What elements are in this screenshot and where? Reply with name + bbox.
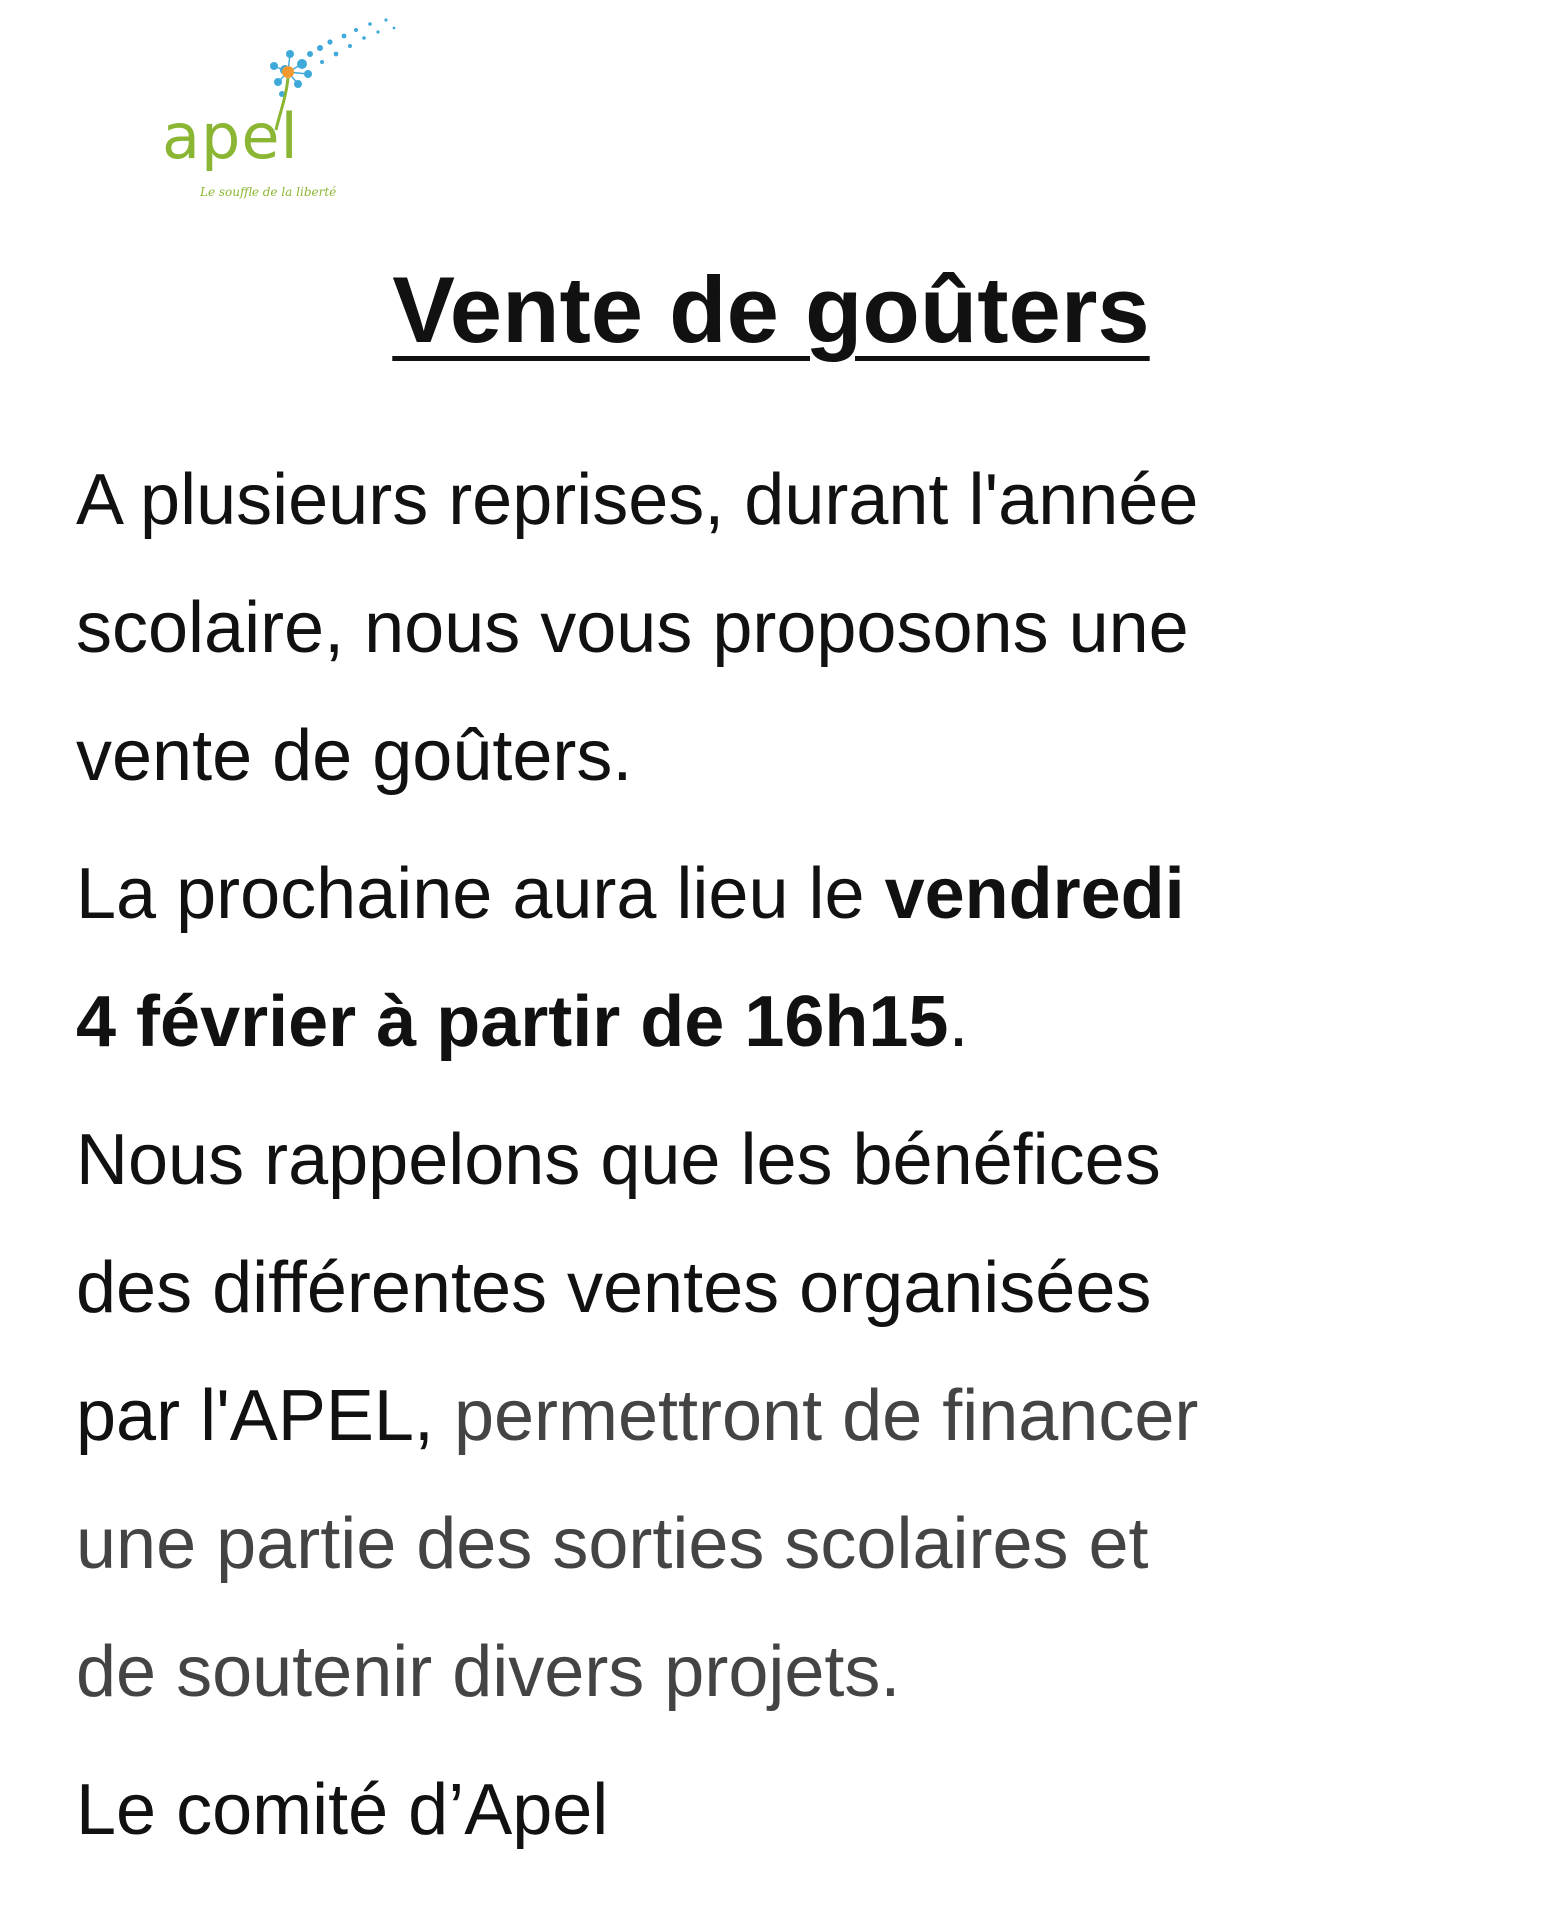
paragraph-next-sale (76, 830, 1496, 1086)
paragraph-line: scolaire, nous vous proposons une (76, 588, 1189, 668)
next-sale-text: La prochaine aura lieu le (76, 854, 885, 934)
paragraph-line (76, 1352, 1496, 1480)
paragraph-line: A plusieurs reprises, durant l'année (76, 460, 1199, 540)
paragraph-line (76, 830, 1496, 958)
page-title (0, 258, 1542, 361)
logo-tagline: Le souffle de la liberté (200, 185, 337, 199)
next-sale-day: vendredi (884, 854, 1185, 934)
benefits-purpose: permettront de financer (433, 1376, 1199, 1456)
next-sale-date-time: 4 février à partir de 16h15 (76, 982, 949, 1062)
paragraph-line: des différentes ventes organisées (76, 1248, 1152, 1328)
logo-wordmark: apel (162, 100, 299, 173)
signature (76, 1746, 1496, 1874)
signature-text: Le comité d’Apel (76, 1770, 609, 1850)
paragraph-intro (76, 436, 1496, 820)
paragraph-line: vente de goûters. (76, 716, 633, 796)
paragraph-line: de soutenir divers projets. (76, 1632, 901, 1712)
paragraph-line: Nous rappelons que les bénéfices (76, 1120, 1161, 1200)
paragraph-benefits (76, 1096, 1496, 1736)
paragraph-line (76, 958, 1496, 1086)
benefits-org: par l'APEL, (76, 1376, 434, 1456)
document-body (76, 436, 1496, 1884)
paragraph-line: une partie des sorties scolaires et (76, 1504, 1149, 1584)
page-title-text: Vente de goûters (392, 257, 1150, 362)
apel-logo (150, 8, 440, 208)
next-sale-period: . (948, 982, 969, 1062)
